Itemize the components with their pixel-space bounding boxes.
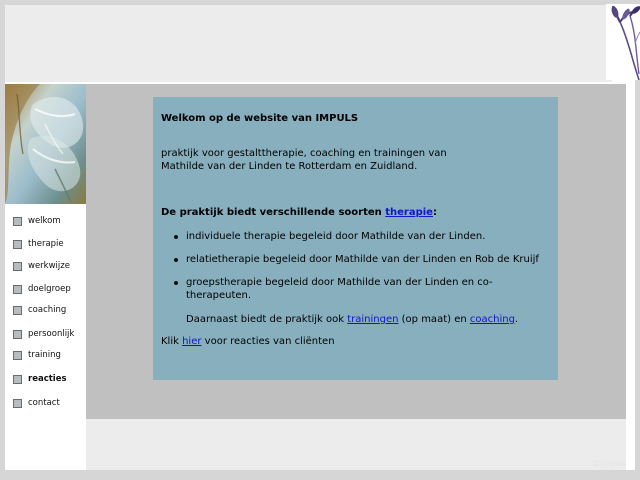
- nav-label: therapie: [28, 239, 64, 249]
- nav-label: doelgroep: [28, 284, 71, 294]
- bullet-square-icon: [13, 351, 22, 360]
- header-band: [5, 5, 612, 82]
- sidebar-nav: [5, 204, 86, 470]
- intro-line: Mathilde van der Linden te Rotterdam en Zuidland.: [161, 161, 418, 172]
- flower-logo: [606, 4, 640, 80]
- nav-label: coaching: [28, 305, 67, 315]
- reacties-text: [161, 335, 335, 348]
- page-title: Welkom op de website van IMPULS: [161, 113, 359, 124]
- content-panel: [153, 97, 558, 380]
- therapie-link[interactable]: therapie: [385, 207, 433, 218]
- nav-label: werkwijze: [28, 261, 70, 271]
- right-margin: [626, 84, 635, 470]
- klik-prefix: Klik: [161, 336, 183, 347]
- therapy-heading: [161, 206, 437, 219]
- nav-label: welkom: [28, 216, 61, 226]
- list-item-text: individuele therapie begeleid door Mathilde van der Linden.: [186, 231, 486, 242]
- bullet-square-icon: [13, 306, 22, 315]
- extra-middle: (op maat) en: [398, 314, 470, 325]
- extra-suffix: .: [514, 314, 519, 325]
- klik-suffix: voor reacties van cliënten: [201, 336, 335, 347]
- bullet-dot-icon: [174, 235, 178, 239]
- bullet-dot-icon: [174, 258, 178, 262]
- bullet-dot-icon: [174, 281, 178, 285]
- nav-item-welkom[interactable]: [13, 215, 61, 227]
- nav-item-persoonlijk[interactable]: [13, 328, 74, 340]
- bullet-square-icon: [13, 330, 22, 339]
- nav-item-reacties[interactable]: [13, 373, 67, 385]
- copyright-text: ©impuls: [592, 459, 627, 468]
- bullet-square-icon: [13, 240, 22, 249]
- bullet-square-icon: [13, 285, 22, 294]
- nav-label: reacties: [28, 374, 67, 384]
- nav-item-contact[interactable]: [13, 397, 60, 409]
- nav-item-werkwijze[interactable]: [13, 260, 70, 272]
- heading-colon: :: [432, 207, 437, 218]
- nav-item-doelgroep[interactable]: [13, 283, 71, 295]
- footer-band: [86, 419, 626, 470]
- nav-item-therapie[interactable]: [13, 238, 64, 250]
- bullet-square-icon: [13, 375, 22, 384]
- list-item: [174, 230, 546, 243]
- heading-text: De praktijk biedt verschillende soorten: [161, 207, 386, 218]
- relief-image: [5, 84, 86, 204]
- intro-text: [161, 147, 556, 173]
- nav-label: contact: [28, 398, 60, 408]
- list-item: [174, 253, 546, 266]
- bullet-square-icon: [13, 217, 22, 226]
- list-item: [174, 276, 511, 302]
- extra-prefix: Daarnaast biedt de praktijk ook: [186, 314, 348, 325]
- bullet-square-icon: [13, 262, 22, 271]
- nav-label: training: [28, 350, 61, 360]
- intro-line: praktijk voor gestalttherapie, coaching en trainingen van: [161, 148, 447, 159]
- list-item-text: relatietherapie begeleid door Mathilde van der Linden en Rob de Kruijf: [186, 254, 539, 265]
- nav-label: persoonlijk: [28, 329, 75, 339]
- trainingen-link[interactable]: trainingen: [347, 314, 399, 325]
- extra-text: [186, 313, 518, 326]
- coaching-link[interactable]: coaching: [469, 314, 515, 325]
- list-item-text: groepstherapie begeleid door Mathilde van der Linden en co-therapeuten.: [186, 277, 493, 301]
- nav-item-training[interactable]: [13, 349, 61, 361]
- bullet-square-icon: [13, 399, 22, 408]
- nav-item-coaching[interactable]: [13, 304, 66, 316]
- hier-link[interactable]: hier: [182, 336, 202, 347]
